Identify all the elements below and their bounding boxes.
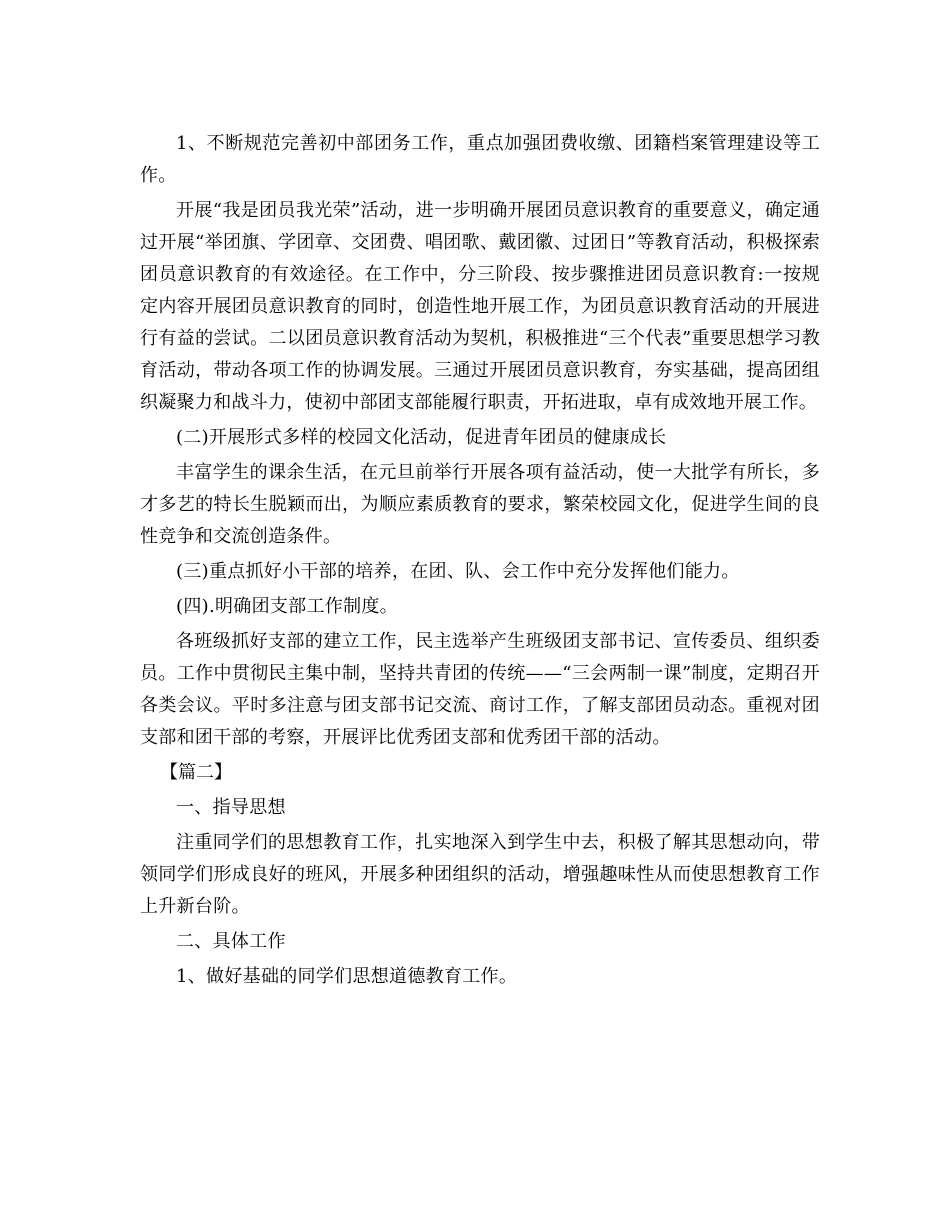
paragraph-12: 1、做好基础的同学们思想道德教育工作。 — [176, 966, 518, 987]
paragraph-7: 各班级抓好支部的建立工作，民主选举产生班级团支部书记、宣传委员、组织委员。工作中贯彻民主集中制，坚持共青团的传统——“三会两制一课”制度，定期召开各类会议。平时多注意与团支部书记交流、商讨工作，了解支部团员动态。重视对团支部和团干部的考察，开展评比优秀团支部和优秀团干部的活动。 — [140, 631, 820, 748]
paragraph-4: 丰富学生的课余生活，在元旦前举行开展各项有益活动，使一大批学有所长，多才多艺的特长生脱颖而出，为顺应素质教育的要求，繁荣校园文化，促进学生间的良性竞争和交流创造条件。 — [140, 462, 820, 547]
paragraph-10: 注重同学们的思想教育工作，扎实地深入到学生中去，积极了解其思想动向，带领同学们形成良好的班风，开展多种团组织的活动，增强趣味性从而使思想教育工作上升新台阶。 — [140, 832, 820, 917]
paragraph-3: (二)开展形式多样的校园文化活动，促进青年团员的健康成长 — [176, 427, 667, 448]
paragraph-11: 二、具体工作 — [176, 931, 286, 952]
document-page — [140, 128, 820, 996]
paragraph-5: (三)重点抓好小干部的培养，在团、队、会工作中充分发挥他们能力。 — [176, 561, 740, 582]
section-heading-part-two: 【篇二】 — [160, 762, 232, 783]
paragraph-1: 1、不断规范完善初中部团务工作，重点加强团费收缴、团籍档案管理建设等工作。 — [140, 133, 820, 186]
paragraph-9: 一、指导思想 — [176, 797, 286, 818]
paragraph-2: 开展“我是团员我光荣”活动，进一步明确开展团员意识教育的重要意义，确定通过开展“举团旗、学团章、交团费、唱团歌、戴团徽、过团日”等教育活动，积极探索团员意识教育的有效途径。在工作中，分三阶段、按步骤推进团员意识教育:一按规定内容开展团员意识教育的同时，创造性地开展工作，为团员意识教育活动的开展进行有益的尝试。二以团员意识教育活动为契机，积极推进“三个代表”重要思想学习教育活动，带动各项工作的协调发展。三通过开展团员意识教育，夯实基础，提高团组织凝聚力和战斗力，使初中部团支部能履行职责，开拓进取，卓有成效地开展工作。 — [140, 200, 820, 413]
paragraph-6: (四).明确团支部工作制度。 — [176, 596, 398, 617]
